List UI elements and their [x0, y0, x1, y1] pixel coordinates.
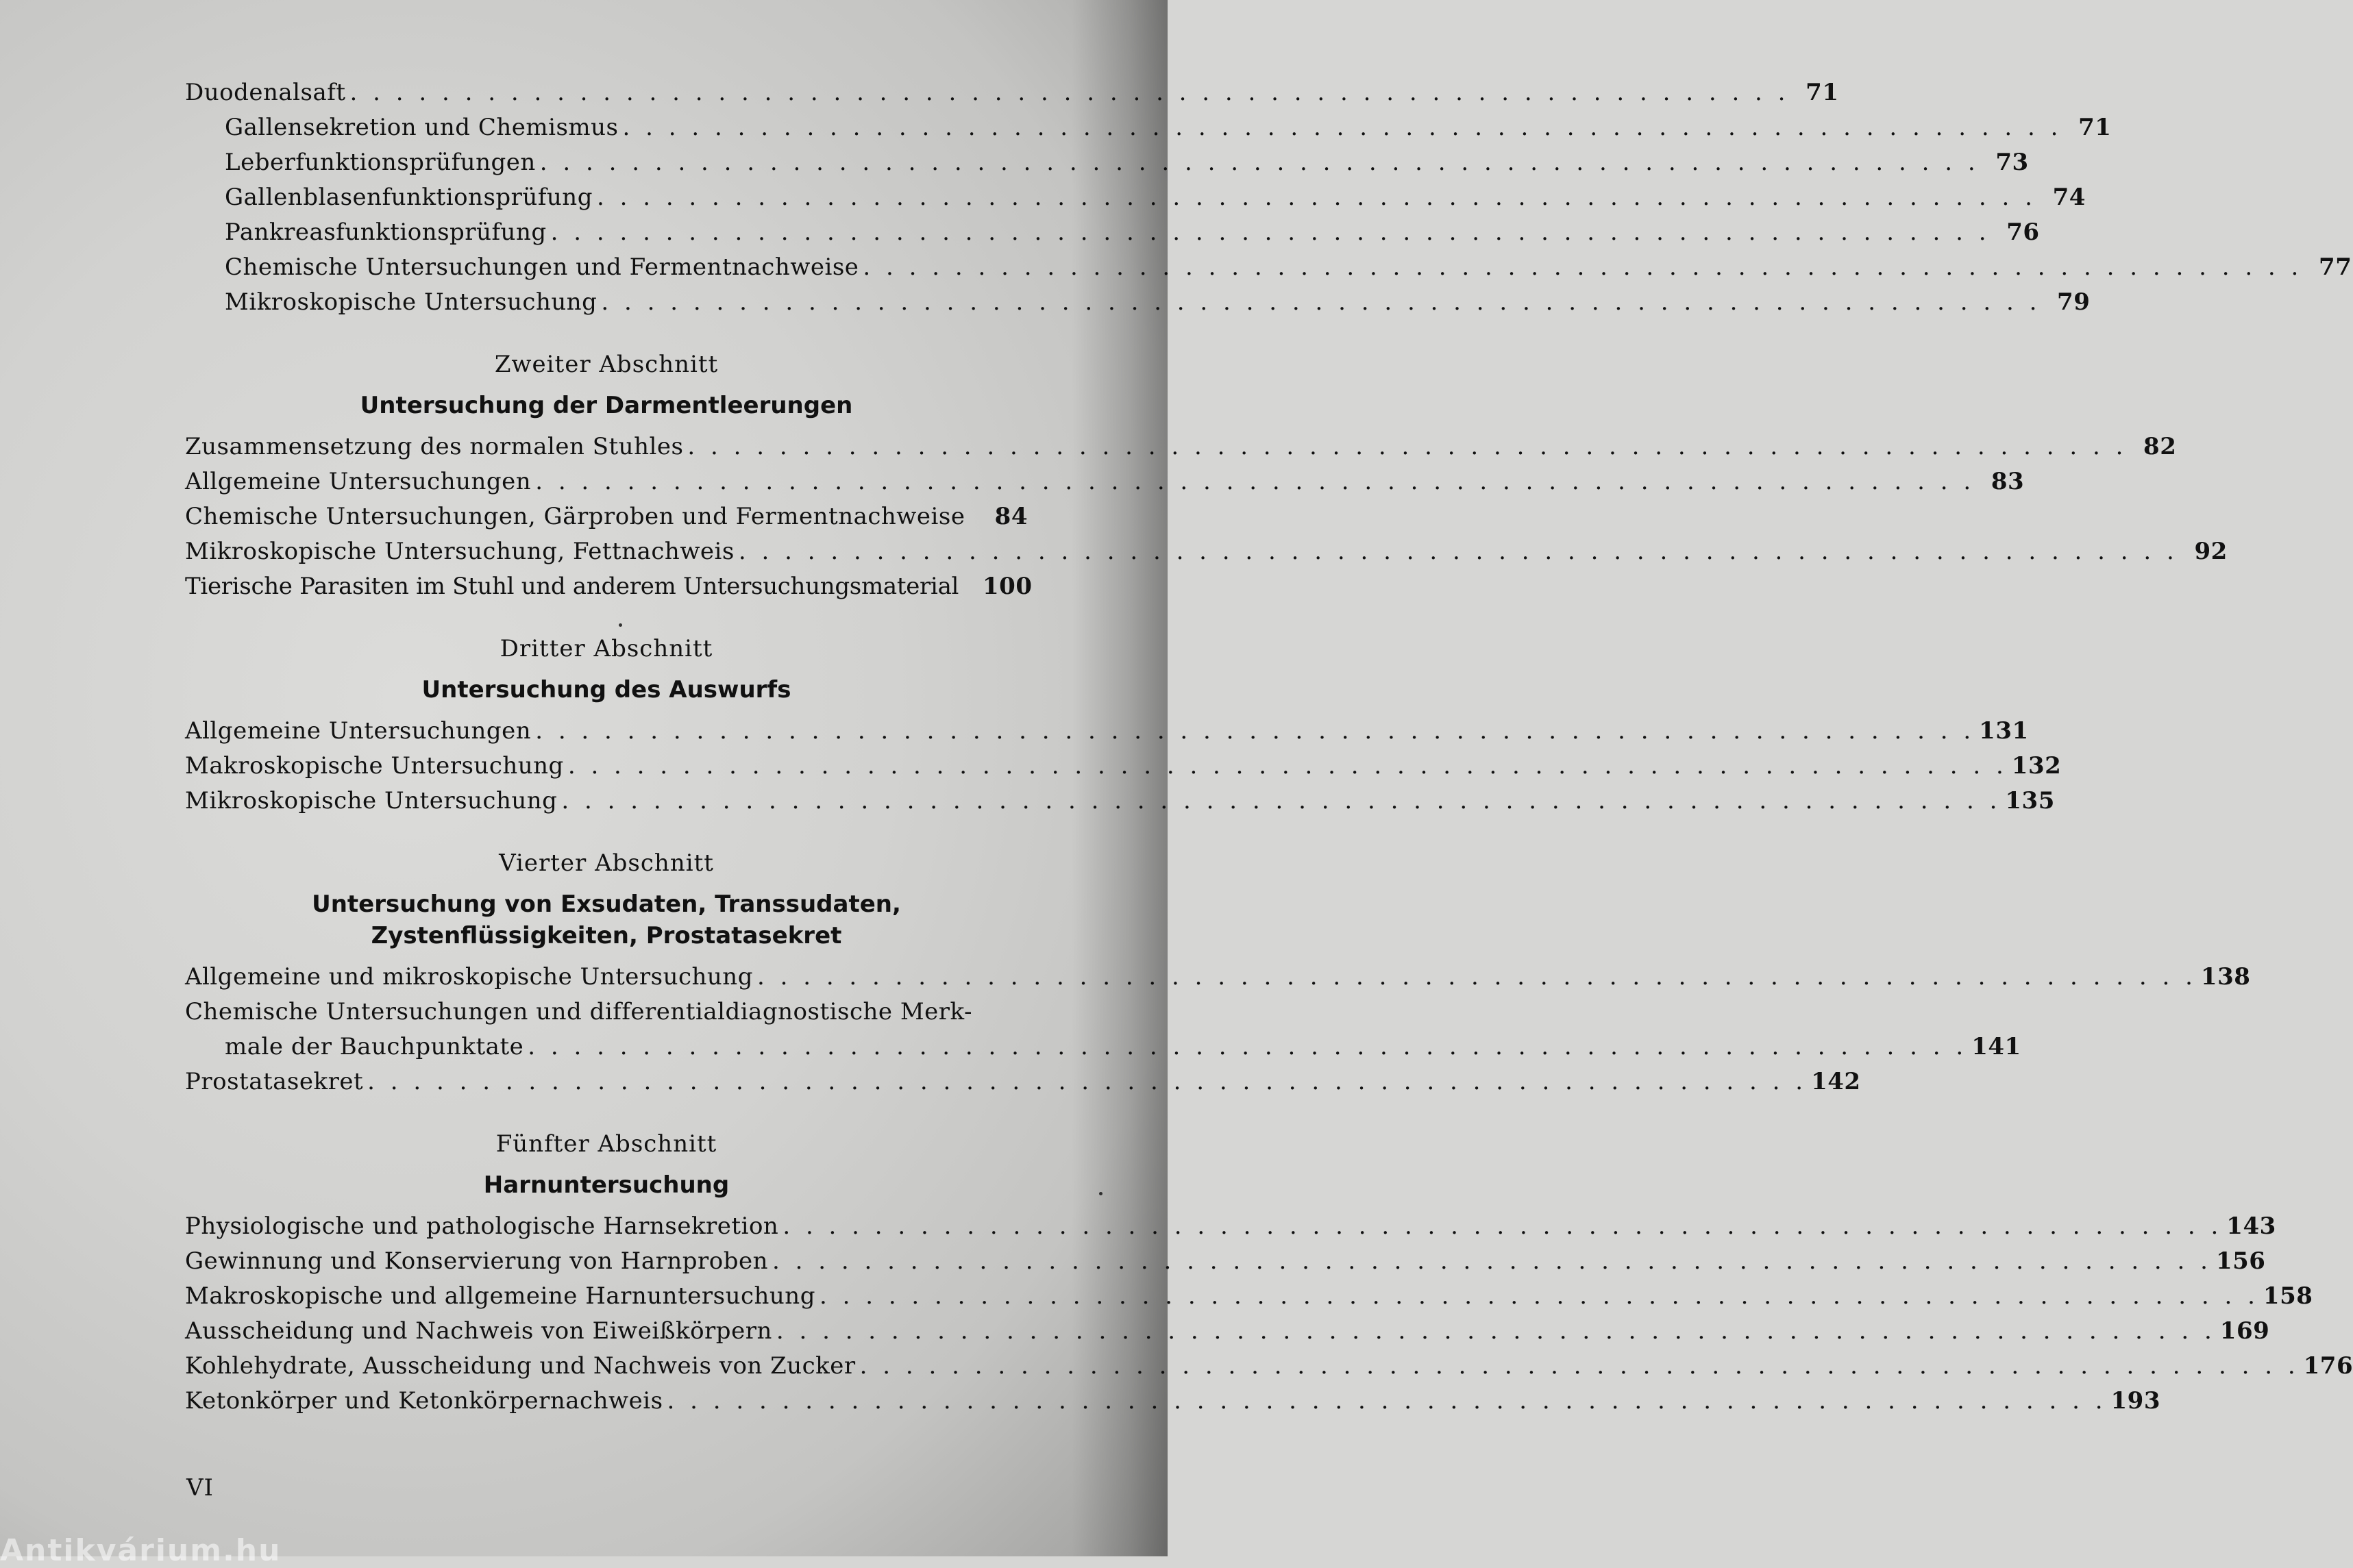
section-title: Untersuchung der Darmentleerungen — [360, 392, 853, 419]
toc-entry — [185, 499, 1028, 534]
toc-entry-page: 71 — [2078, 114, 2112, 141]
toc-entry-title: Leberfunktionsprüfungen — [225, 149, 536, 176]
toc-section-fuenfter — [185, 1127, 2353, 1419]
section-label: Dritter Abschnitt — [500, 635, 713, 662]
leader-dots — [667, 1384, 2107, 1419]
toc-entry-title: Physiologische und pathologische Harnsekretion — [185, 1212, 779, 1240]
toc-entry-page: 193 — [2110, 1387, 2160, 1415]
toc-entry — [185, 1244, 2266, 1279]
toc-entry-page: 79 — [2057, 288, 2091, 316]
toc-entry — [185, 180, 2086, 215]
toc-entry-title: Zusammensetzung des normalen Stuhles — [185, 433, 684, 460]
section-label: Vierter Abschnitt — [499, 849, 714, 877]
toc-section-dritter — [185, 632, 2062, 819]
toc-entry — [185, 250, 2352, 285]
paper-speck — [1099, 1192, 1102, 1195]
section-label: Fünfter Abschnitt — [495, 1130, 717, 1158]
toc-entry-page: 73 — [1995, 149, 2029, 176]
toc-entry-page: 92 — [2194, 538, 2228, 565]
leader-dots — [739, 534, 2178, 569]
toc-entry — [185, 430, 2177, 464]
toc-entry — [185, 534, 2228, 569]
leader-dots — [820, 1279, 2259, 1314]
toc-entry — [185, 75, 1839, 110]
toc-entry — [185, 110, 2112, 145]
toc-entry — [185, 1065, 1861, 1099]
toc-entry-title: Chemische Untersuchungen und differentialdiagnostische Merk- — [185, 998, 972, 1025]
toc-entry — [185, 569, 1033, 604]
toc-entry-title: Tierische Parasiten im Stuhl und anderem Untersuchungsmaterial — [185, 573, 959, 600]
toc-entry-page: 82 — [2143, 433, 2177, 460]
toc-entry-title: Prostatasekret — [185, 1068, 364, 1095]
toc-entry-title: Kohlehydrate, Ausscheidung und Nachweis von Zucker — [185, 1352, 856, 1380]
toc-entry-title: Ausscheidung und Nachweis von Eiweißkörpern — [185, 1317, 772, 1345]
toc-entry-title: Gallenblasenfunktionsprüfung — [225, 184, 593, 211]
leader-dots — [601, 285, 2041, 320]
table-of-contents — [185, 75, 2353, 1419]
toc-entry — [185, 1349, 2353, 1384]
toc-entry-page: 156 — [2215, 1247, 2266, 1275]
toc-entry-title: Allgemeine und mikroskopische Untersuchung — [185, 963, 753, 991]
toc-entry — [185, 1314, 2270, 1349]
leader-dots — [528, 1030, 1967, 1065]
leader-dots — [561, 784, 2001, 819]
leader-dots — [776, 1314, 2216, 1349]
section-title: Harnuntersuchung — [483, 1171, 730, 1199]
toc-entry-title: Makroskopische Untersuchung — [185, 752, 564, 780]
toc-entry — [185, 1279, 2313, 1314]
toc-section-vierter — [185, 846, 2251, 1099]
toc-entry-page: 135 — [2005, 787, 2055, 814]
toc-entry-page: 132 — [2011, 752, 2062, 780]
leader-dots — [551, 215, 1991, 250]
toc-entry — [185, 749, 2062, 784]
toc-section-zweiter — [185, 347, 2228, 604]
toc-group-duodenalsaft — [185, 75, 2352, 320]
toc-entry-title: Gewinnung und Konservierung von Harnproben — [185, 1247, 769, 1275]
toc-entry-title: Allgemeine Untersuchungen — [185, 468, 532, 495]
leader-dots — [568, 749, 2008, 784]
toc-entry-page: 143 — [2226, 1212, 2276, 1240]
leader-dots — [535, 714, 1975, 749]
toc-entry — [185, 995, 1028, 1030]
leader-dots — [783, 1209, 2222, 1244]
section-title: Untersuchung von Exsudaten, Transsudaten, Zystenflüssigkeiten, Prostatasekret — [312, 891, 901, 949]
leader-dots — [535, 464, 1975, 499]
watermark-text: Antikvárium.hu — [0, 1533, 282, 1568]
toc-entry-page: 74 — [2052, 184, 2086, 211]
paper-speck — [619, 623, 622, 627]
section-label: Zweiter Abschnitt — [494, 351, 719, 378]
toc-entry — [185, 464, 2025, 499]
toc-entry-title: Ketonkörper und Ketonkörpernachweis — [185, 1387, 663, 1415]
toc-entry-page: 142 — [1811, 1068, 1861, 1095]
toc-entry-continuation — [185, 1030, 2021, 1065]
toc-entry — [185, 145, 2029, 180]
toc-entry — [185, 285, 2091, 320]
leader-dots — [367, 1065, 1807, 1099]
toc-entry-page: 158 — [2263, 1282, 2313, 1310]
leader-dots — [860, 1349, 2300, 1384]
toc-entry-page: 138 — [2200, 963, 2251, 991]
toc-entry-page: 169 — [2219, 1317, 2270, 1345]
toc-entry — [185, 215, 2040, 250]
toc-entry — [185, 960, 2251, 995]
toc-entry — [185, 1209, 2276, 1244]
toc-entry-page: 71 — [1806, 79, 1839, 106]
toc-entry-title: Chemische Untersuchungen, Gärproben und Fermentnachweise — [185, 503, 965, 530]
leader-dots — [687, 430, 2127, 464]
toc-entry-page: 77 — [2319, 253, 2352, 281]
toc-entry — [185, 784, 2055, 819]
leader-dots — [772, 1244, 2212, 1279]
leader-dots — [863, 250, 2302, 285]
page-number-roman: VI — [186, 1474, 214, 1502]
toc-entry-page: 176 — [2303, 1352, 2353, 1380]
toc-entry-title-cont: male der Bauchpunktate — [225, 1033, 524, 1060]
leader-dots — [350, 75, 1790, 110]
leader-dots — [540, 145, 1980, 180]
toc-entry-page: 141 — [1971, 1033, 2021, 1060]
toc-entry — [185, 1384, 2160, 1419]
toc-entry-title: Duodenalsaft — [185, 79, 346, 106]
toc-entry-title: Mikroskopische Untersuchung — [185, 787, 558, 814]
toc-entry-page: 76 — [2006, 219, 2040, 246]
leader-dots — [623, 110, 2062, 145]
toc-entry-title: Chemische Untersuchungen und Fermentnachweise — [225, 253, 859, 281]
toc-entry-page: 83 — [1991, 468, 2025, 495]
toc-entry-title: Gallensekretion und Chemismus — [225, 114, 619, 141]
toc-entry-title: Mikroskopische Untersuchung — [225, 288, 598, 316]
toc-entry-title: Pankreasfunktionsprüfung — [225, 219, 547, 246]
toc-entry-title: Allgemeine Untersuchungen — [185, 717, 532, 745]
section-title: Untersuchung des Auswurfs — [421, 676, 791, 704]
toc-entry — [185, 714, 2029, 749]
toc-entry-title: Makroskopische und allgemeine Harnuntersuchung — [185, 1282, 815, 1310]
toc-entry-title: Mikroskopische Untersuchung, Fettnachweis — [185, 538, 735, 565]
leader-dots — [757, 960, 2197, 995]
toc-entry-page: 100 — [983, 573, 1033, 600]
leader-dots — [597, 180, 2036, 215]
toc-entry-page: 84 — [994, 503, 1028, 530]
toc-entry-page: 131 — [1979, 717, 2029, 745]
